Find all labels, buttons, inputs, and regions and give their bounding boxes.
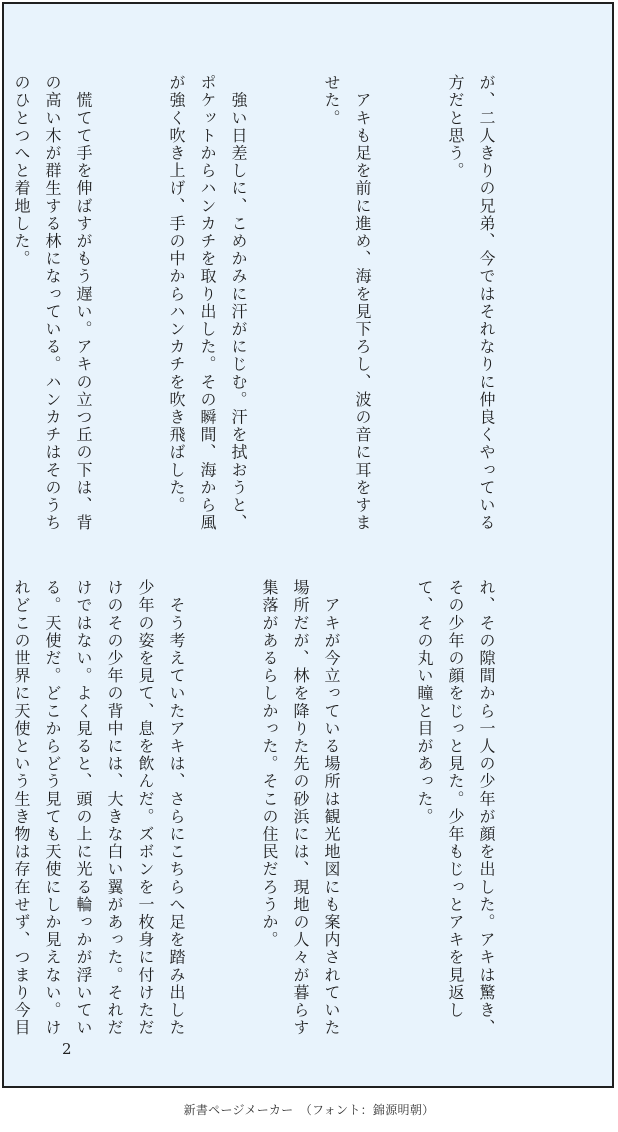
text-block-bottom — [0, 579, 564, 1049]
paragraph: が、二人きりの兄弟、今ではそれなりに仲良くやっている方だと思う。 — [446, 74, 496, 532]
paragraph: 強い日差しに、こめかみに汗がにじむ。汗を拭おうと、ポケットからハンカチを取り出した。その瞬間、海から風が強く吹き上げ、手の中からハンカチを吹き飛ばした。 — [167, 74, 248, 532]
paragraph: 慌てて手を伸ばすがもう遅い。アキの立つ丘の下は、背の高い木が群生する林になっている。ハンカチはそのうちのひとつへと着地した。 — [12, 74, 93, 532]
text-block-top — [0, 74, 564, 544]
book-page — [2, 2, 614, 1088]
page-number: 2 — [62, 1040, 72, 1058]
paragraph: れ、その隙間から一人の少年が顔を出した。アキは驚き、その少年の顔をじっと見た。少年もじっとアキを見返して、その丸い瞳と目があった。 — [415, 579, 496, 1037]
footer-credit: 新書ページメーカー （フォント：錦源明朝） — [183, 1103, 435, 1117]
paragraph: そう考えていたアキは、さらにこちらへ足を踏み出した少年の姿を見て、息を飲んだ。ズボンを一枚身に付けただけのその少年の背中には、大きな白い翼があった。それだけではない。よく見ると、頭の上に光る輪っかが浮いている。天使だ。どこからどう見ても天使にしか見えない。けれどこの世界に天使という生き物は存在せず、つまり今目 — [12, 579, 186, 1037]
paragraph: アキも足を前に進め、海を見下ろし、波の音に耳をすませた。 — [322, 74, 372, 532]
paragraph: アキが今立っている場所は観光地図にも案内されていた場所だが、林を降りた先の砂浜には、現地の人々が暮らす集落があるらしかった。そこの住民だろうか。 — [260, 579, 341, 1037]
